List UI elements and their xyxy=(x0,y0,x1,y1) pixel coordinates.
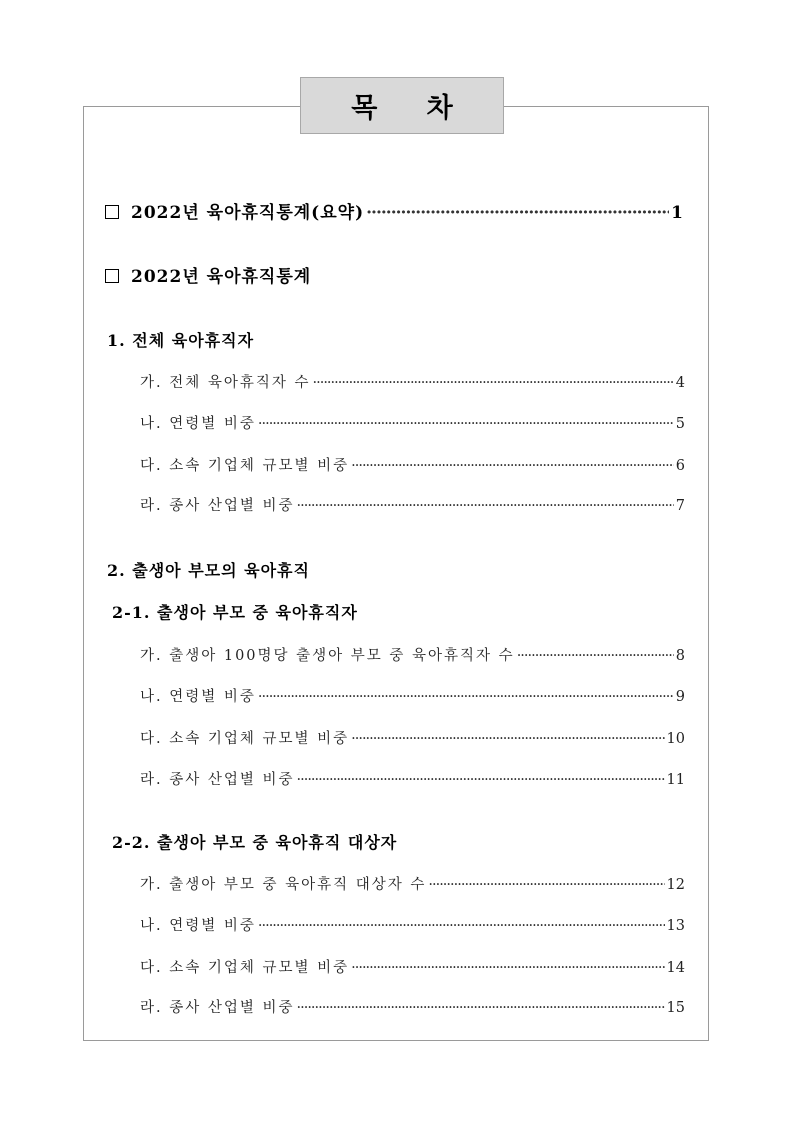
section-heading: 2. 출생아 부모의 육아휴직 xyxy=(107,561,310,580)
toc-title: 목 차 xyxy=(351,93,473,124)
dot-leader xyxy=(297,494,674,518)
entry-label: 나. 연령별 비중 xyxy=(140,689,256,705)
dot-leader xyxy=(258,685,674,709)
toc-title-box xyxy=(300,77,504,134)
entry-label: 다. 소속 기업체 규모별 비중 xyxy=(140,960,350,976)
dot-leader xyxy=(297,768,665,792)
dot-leader xyxy=(258,412,674,436)
dot-leader xyxy=(428,873,664,897)
entry-label: 라. 종사 산업별 비중 xyxy=(140,772,295,788)
dot-leader xyxy=(297,996,665,1020)
entry-page: 15 xyxy=(666,1000,685,1016)
toc-entry[interactable] xyxy=(140,644,685,668)
entry-page: 7 xyxy=(675,498,685,514)
subsection-heading: 2-2. 출생아 부모 중 육아휴직 대상자 xyxy=(112,833,398,852)
entry-label: 나. 연령별 비중 xyxy=(140,918,256,934)
entry-label: 가. 출생아 부모 중 육아휴직 대상자 수 xyxy=(140,877,427,893)
entry-page: 4 xyxy=(675,375,685,391)
dot-leader xyxy=(258,914,665,938)
toc-entry[interactable] xyxy=(140,873,685,897)
entry-label: 라. 종사 산업별 비중 xyxy=(140,1000,295,1016)
dot-leader xyxy=(366,201,669,225)
dot-leader xyxy=(517,644,674,668)
toc-entry[interactable] xyxy=(140,454,685,478)
entry-page: 9 xyxy=(675,689,685,705)
entry-page: 10 xyxy=(666,731,685,747)
entry-label: 가. 출생아 100명당 출생아 부모 중 육아휴직자 수 xyxy=(140,648,515,664)
entry-page: 14 xyxy=(666,960,685,976)
subsection-heading: 2-1. 출생아 부모 중 육아휴직자 xyxy=(112,603,358,622)
toc-entry[interactable] xyxy=(140,685,685,709)
entry-page: 8 xyxy=(675,648,685,664)
entry-label: 가. 전체 육아휴직자 수 xyxy=(140,375,311,391)
toc-entry[interactable] xyxy=(140,494,685,518)
toc-entry[interactable] xyxy=(140,371,685,395)
toc-entry[interactable] xyxy=(140,956,685,980)
section-heading: 1. 전체 육아휴직자 xyxy=(107,331,255,350)
entry-page: 13 xyxy=(666,918,685,934)
entry-label: 2022년 육아휴직통계(요약) xyxy=(131,203,365,223)
entry-page: 1 xyxy=(671,203,683,223)
toc-entry[interactable] xyxy=(140,727,685,751)
entry-label: 다. 소속 기업체 규모별 비중 xyxy=(140,731,350,747)
entry-page: 11 xyxy=(666,772,685,788)
toc-entry[interactable] xyxy=(140,914,685,938)
square-bullet-icon xyxy=(105,205,119,219)
square-bullet-icon xyxy=(105,269,119,283)
dot-leader xyxy=(351,956,664,980)
entry-page: 12 xyxy=(666,877,685,893)
dot-leader xyxy=(351,727,664,751)
dot-leader xyxy=(313,371,674,395)
entry-label: 다. 소속 기업체 규모별 비중 xyxy=(140,458,350,474)
toc-entry[interactable] xyxy=(140,768,685,792)
dot-leader xyxy=(351,454,674,478)
toc-entry[interactable] xyxy=(140,996,685,1020)
toc-main-heading xyxy=(105,265,683,289)
entry-page: 6 xyxy=(675,458,685,474)
entry-label: 나. 연령별 비중 xyxy=(140,416,256,432)
entry-page: 5 xyxy=(675,416,685,432)
entry-label: 2022년 육아휴직통계 xyxy=(131,267,312,287)
toc-entry[interactable] xyxy=(140,412,685,436)
entry-label: 라. 종사 산업별 비중 xyxy=(140,498,295,514)
toc-entry-summary[interactable] xyxy=(105,201,683,225)
